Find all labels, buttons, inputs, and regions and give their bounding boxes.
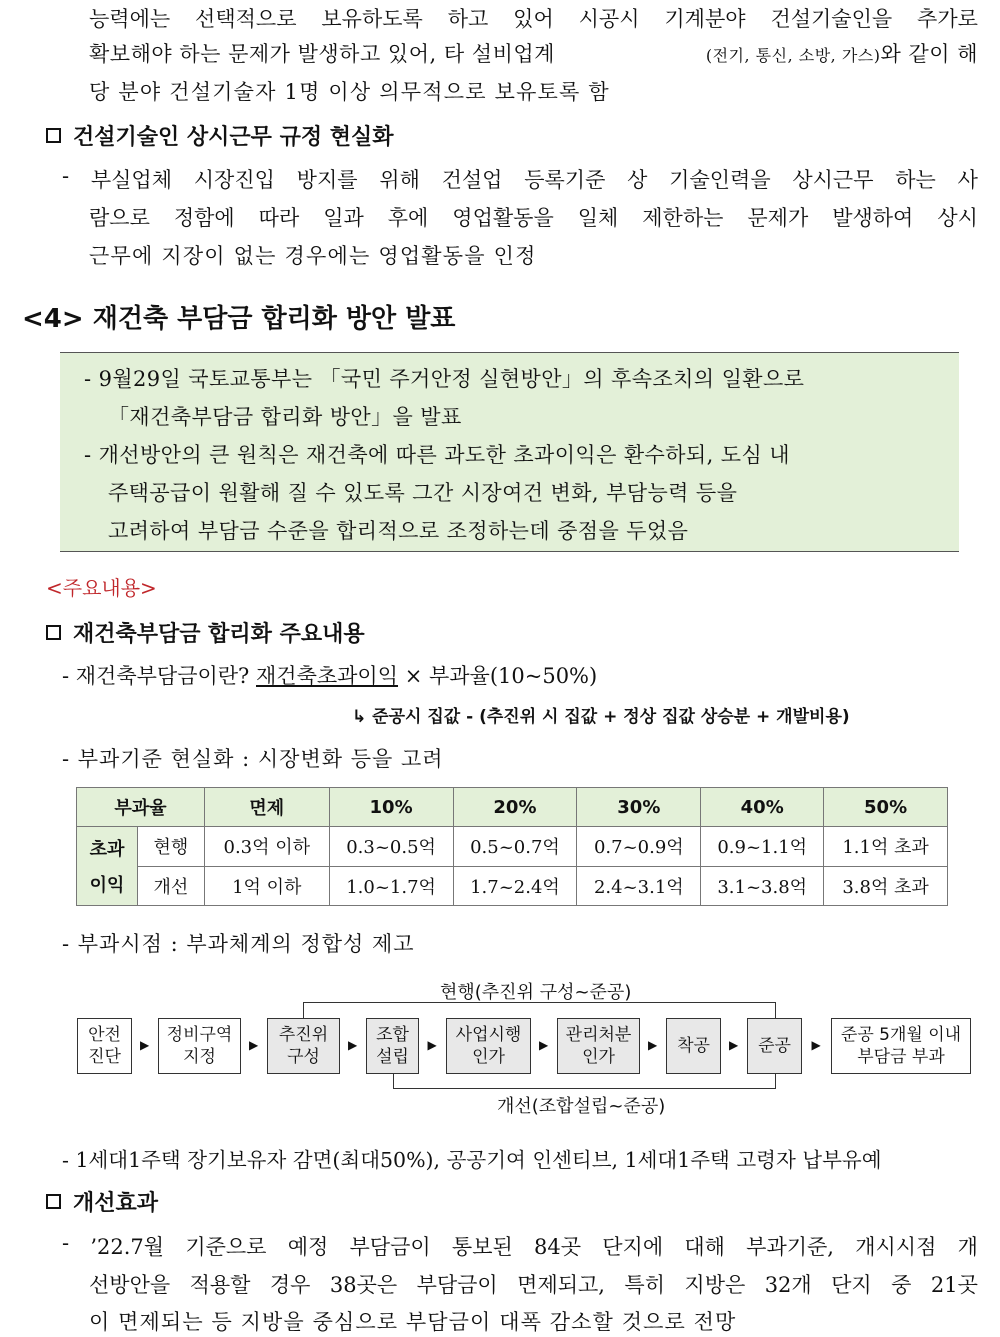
flow-current-bracket bbox=[303, 1002, 776, 1019]
row-group-label-1: 초과 bbox=[89, 839, 125, 860]
effect-line-1-word: 84곳 bbox=[534, 1235, 582, 1259]
flow-step-box bbox=[366, 1018, 419, 1074]
effect-line-2-word: 지방은 bbox=[684, 1273, 746, 1297]
effect-line-1-word: 개시시점 bbox=[855, 1235, 937, 1259]
section-heading-main bbox=[46, 617, 365, 648]
effect-line-3: 이 면제되는 등 지방을 중심으로 부담금이 대폭 감소할 것으로 전망 bbox=[89, 1310, 737, 1334]
summary-line-1: - 9월29일 국토교통부는 「국민 주거안정 실현방안」의 후속조치의 일환으로 bbox=[84, 367, 805, 391]
section-heading-resident bbox=[46, 120, 394, 151]
flow-step-label: 진단 bbox=[88, 1047, 121, 1067]
cell-value: 1.0~1.7억 bbox=[329, 866, 453, 906]
cell-value: 0.7~0.9억 bbox=[577, 827, 701, 867]
flow-improved-label: 개선(조합설립~준공) bbox=[497, 1096, 666, 1117]
resident-line-1-word: - bbox=[62, 164, 70, 188]
cell-value: 2.4~3.1억 bbox=[577, 866, 701, 906]
summary-line-5: 고려하여 부담금 수준을 합리적으로 조정하는데 중점을 두었음 bbox=[108, 519, 689, 543]
intro-line-2 bbox=[89, 38, 978, 68]
cell-value: 3.8억 초과 bbox=[824, 866, 948, 906]
resident-line-1 bbox=[62, 164, 978, 194]
flow-step-box bbox=[666, 1018, 721, 1074]
intro-line-1-word: 보유하도록 bbox=[321, 7, 423, 31]
resident-line-3: 근무에 지장이 없는 경우에는 영업활동을 인정 bbox=[89, 244, 537, 268]
header-rate-20: 20% bbox=[453, 788, 577, 827]
flow-improved-bracket bbox=[393, 1074, 776, 1089]
flow-current-label: 현행(추진위 구성~준공) bbox=[440, 982, 632, 1003]
flow-step-box bbox=[77, 1018, 132, 1074]
flow-step-box bbox=[747, 1018, 802, 1074]
section-title-resident: 건설기술인 상시근무 규정 현실화 bbox=[73, 125, 394, 150]
intro-line-1-word: 있어 bbox=[513, 7, 554, 31]
intro-line-2-small: (전기, 통신, 소방, 가스) bbox=[705, 46, 881, 65]
header-rate-30: 30% bbox=[577, 788, 701, 827]
cell-exempt-current: 0.3억 이하 bbox=[204, 827, 329, 867]
intro-line-1-word: 추가로 bbox=[917, 7, 978, 31]
resident-line-1-word: 부실업체 bbox=[90, 168, 173, 192]
resident-line-1-word: 기술인력을 bbox=[669, 168, 771, 192]
flow-step-label: 추진위 bbox=[278, 1025, 329, 1045]
effect-line-1-word: 부과기준, bbox=[746, 1235, 834, 1259]
arrow-right-icon: ▶ bbox=[648, 1038, 658, 1052]
cell-value: 0.9~1.1억 bbox=[701, 827, 824, 867]
header-rate-40: 40% bbox=[701, 788, 824, 827]
effect-line-1-word: - bbox=[62, 1231, 70, 1255]
effect-line-2-word: 부담금이 bbox=[416, 1273, 498, 1297]
flow-step-label: 사업시행 bbox=[455, 1025, 522, 1045]
criteria-line: - 부과기준 현실화 : 시장변화 등을 고려 bbox=[62, 747, 444, 771]
flow-step-label: 인가 bbox=[472, 1047, 505, 1067]
arrow-right-icon: ▶ bbox=[140, 1038, 150, 1052]
definition-suffix: × 부과율(10~50%) bbox=[398, 664, 598, 688]
arrow-right-icon: ▶ bbox=[539, 1038, 549, 1052]
effect-line-1-word: 부담금이 bbox=[349, 1235, 431, 1259]
flow-step-label: 조합 bbox=[376, 1025, 409, 1045]
definition-underlined-term: 재건축초과이익 bbox=[256, 664, 399, 688]
effect-line-1-word: ’22.7월 bbox=[90, 1235, 165, 1259]
resident-line-2-word: 문제가 bbox=[747, 206, 809, 230]
header-rate-50: 50% bbox=[824, 788, 948, 827]
effect-line-2-word: 32개 bbox=[764, 1273, 812, 1297]
effect-line-1-word: 단지에 bbox=[602, 1235, 664, 1259]
effect-line-2-word: 적용할 bbox=[189, 1273, 251, 1297]
arrow-right-icon: ▶ bbox=[427, 1038, 437, 1052]
intro-line-1-word: 하고 bbox=[447, 7, 489, 31]
header-rate-10: 10% bbox=[329, 788, 453, 827]
resident-line-2-word: 영업활동을 bbox=[452, 206, 554, 230]
header-rate: 부과율 bbox=[77, 788, 205, 827]
summary-box bbox=[60, 352, 959, 552]
resident-line-2-word: 발생하여 bbox=[832, 206, 914, 230]
cell-exempt-improved: 1억 이하 bbox=[204, 866, 329, 906]
resident-line-1-word: 상 bbox=[627, 168, 648, 192]
effect-line-1-word: 예정 bbox=[287, 1235, 329, 1259]
flow-step-label: 준공 bbox=[758, 1036, 791, 1056]
effect-line-2-word: 면제되고, bbox=[517, 1273, 605, 1297]
intro-line-2-text: 확보해야 하는 문제가 발생하고 있어, 타 설비업계 bbox=[89, 42, 555, 66]
resident-line-1-word: 사 bbox=[957, 168, 978, 192]
summary-line-3: - 개선방안의 큰 원칙은 재건축에 따른 과도한 초과이익은 환수하되, 도심 내 bbox=[84, 443, 790, 467]
resident-line-2-word: 따라 bbox=[258, 206, 300, 230]
table-header-row bbox=[77, 788, 948, 827]
resident-line-2-word: 일체 bbox=[577, 206, 619, 230]
flow-step-box bbox=[267, 1018, 340, 1074]
definition-prefix: - 재건축부담금이란? bbox=[62, 664, 256, 688]
arrow-right-icon: ▶ bbox=[348, 1038, 358, 1052]
flow-step-label: 설립 bbox=[376, 1047, 409, 1067]
relief-line: - 1세대1주택 장기보유자 감면(최대50%), 공공기여 인센티브, 1세대1주택 고령자 납부유예 bbox=[62, 1148, 882, 1172]
section-title-main: 재건축부담금 합리화 주요내용 bbox=[73, 622, 365, 647]
flow-step-label: 안전 bbox=[88, 1025, 121, 1045]
flow-step-label: 정비구역 bbox=[166, 1025, 233, 1045]
resident-line-1-word: 위해 bbox=[379, 168, 420, 192]
resident-line-1-word: 상시근무 bbox=[792, 168, 874, 192]
square-bullet-icon bbox=[46, 625, 61, 640]
section-heading-effect bbox=[46, 1186, 158, 1217]
resident-line-2-word: 제한하는 bbox=[642, 206, 724, 230]
resident-line-2-word: 정함에 bbox=[173, 206, 235, 230]
definition-line bbox=[62, 660, 597, 690]
effect-line-2 bbox=[89, 1269, 978, 1299]
section-title-effect: 개선효과 bbox=[73, 1191, 159, 1216]
resident-line-1-word: 등록기준 bbox=[524, 168, 606, 192]
section-4-title: <4> 재건축 부담금 합리화 방안 발표 bbox=[22, 304, 456, 334]
effect-line-1-word: 개 bbox=[957, 1235, 978, 1259]
row-group-cell bbox=[77, 827, 205, 906]
row-label-improved: 개선 bbox=[153, 876, 189, 898]
formula-line: ↳ 준공시 집값 - (추진위 시 집값 + 정상 집값 상승분 + 개발비용) bbox=[352, 707, 850, 727]
main-content-label: <주요내용> bbox=[46, 576, 157, 600]
resident-line-1-word: 하는 bbox=[895, 168, 936, 192]
arrow-right-icon: ▶ bbox=[249, 1038, 259, 1052]
flow-step-label: 관리처분 bbox=[565, 1025, 632, 1045]
table-row bbox=[77, 827, 948, 867]
intro-line-3: 당 분야 건설기술자 1명 이상 의무적으로 보유토록 함 bbox=[89, 80, 610, 104]
square-bullet-icon bbox=[46, 1194, 61, 1209]
effect-line-2-word: 특히 bbox=[624, 1273, 665, 1297]
resident-line-2 bbox=[89, 202, 978, 232]
intro-line-1 bbox=[89, 3, 978, 33]
header-exempt: 면제 bbox=[204, 788, 329, 827]
intro-line-2-after: 와 같이 해 bbox=[880, 42, 978, 66]
effect-line-2-word: 선방안을 bbox=[89, 1273, 171, 1297]
effect-line-2-word: 38곳은 bbox=[329, 1273, 398, 1297]
effect-line-1 bbox=[62, 1231, 978, 1261]
effect-line-1-word: 통보된 bbox=[451, 1235, 513, 1259]
cell-value: 3.1~3.8억 bbox=[701, 866, 824, 906]
square-bullet-icon bbox=[46, 128, 61, 143]
timing-line: - 부과시점 : 부과체계의 정합성 제고 bbox=[62, 932, 415, 956]
flow-step-label: 인가 bbox=[582, 1047, 615, 1067]
flow-step-label: 부담금 부과 bbox=[857, 1047, 945, 1067]
cell-value: 1.1억 초과 bbox=[824, 827, 948, 867]
effect-line-2-word: 단지 bbox=[831, 1273, 872, 1297]
flow-step-box bbox=[831, 1018, 971, 1074]
cell-value: 0.3~0.5억 bbox=[329, 827, 453, 867]
effect-line-2-word: 중 bbox=[891, 1273, 912, 1297]
resident-line-1-word: 건설업 bbox=[441, 168, 503, 192]
effect-line-1-word: 기준으로 bbox=[185, 1235, 267, 1259]
resident-line-1-word: 시장진입 bbox=[193, 168, 275, 192]
intro-line-1-word: 시공시 bbox=[578, 7, 640, 31]
effect-line-1-word: 대해 bbox=[684, 1235, 725, 1259]
flow-step-label: 준공 5개월 이내 bbox=[840, 1025, 962, 1045]
flow-step-label: 착공 bbox=[677, 1036, 710, 1056]
table-row bbox=[77, 866, 948, 906]
summary-line-2: 「재건축부담금 합리화 방안」을 발표 bbox=[108, 405, 462, 429]
flow-step-box bbox=[446, 1018, 531, 1074]
resident-line-2-word: 상시 bbox=[937, 206, 978, 230]
flow-step-box bbox=[557, 1018, 640, 1074]
arrow-right-icon: ▶ bbox=[729, 1038, 739, 1052]
intro-line-1-word: 건설기술인을 bbox=[770, 7, 893, 31]
arrow-right-icon: ▶ bbox=[811, 1038, 821, 1052]
resident-line-2-word: 일과 bbox=[323, 206, 364, 230]
effect-line-2-word: 경우 bbox=[269, 1273, 311, 1297]
row-label-current: 현행 bbox=[138, 827, 204, 867]
flow-step-label: 구성 bbox=[287, 1047, 320, 1067]
resident-line-1-word: 방지를 bbox=[296, 168, 358, 192]
cell-value: 1.7~2.4억 bbox=[453, 866, 577, 906]
levy-rate-table bbox=[76, 787, 948, 906]
cell-value: 0.5~0.7억 bbox=[453, 827, 577, 867]
intro-line-1-word: 선택적으로 bbox=[195, 7, 297, 31]
intro-line-1-word: 능력에는 bbox=[89, 7, 171, 31]
flow-step-box bbox=[158, 1018, 241, 1074]
resident-line-2-word: 람으로 bbox=[89, 206, 150, 230]
resident-line-2-word: 후에 bbox=[387, 206, 429, 230]
flow-step-label: 지정 bbox=[183, 1047, 216, 1067]
row-group-label-2: 이익 bbox=[89, 875, 125, 896]
summary-line-4: 주택공급이 원활해 질 수 있도록 그간 시장여건 변화, 부담능력 등을 bbox=[108, 481, 738, 505]
effect-line-2-word: 21곳 bbox=[930, 1273, 978, 1297]
intro-line-1-word: 기계분야 bbox=[664, 7, 746, 31]
